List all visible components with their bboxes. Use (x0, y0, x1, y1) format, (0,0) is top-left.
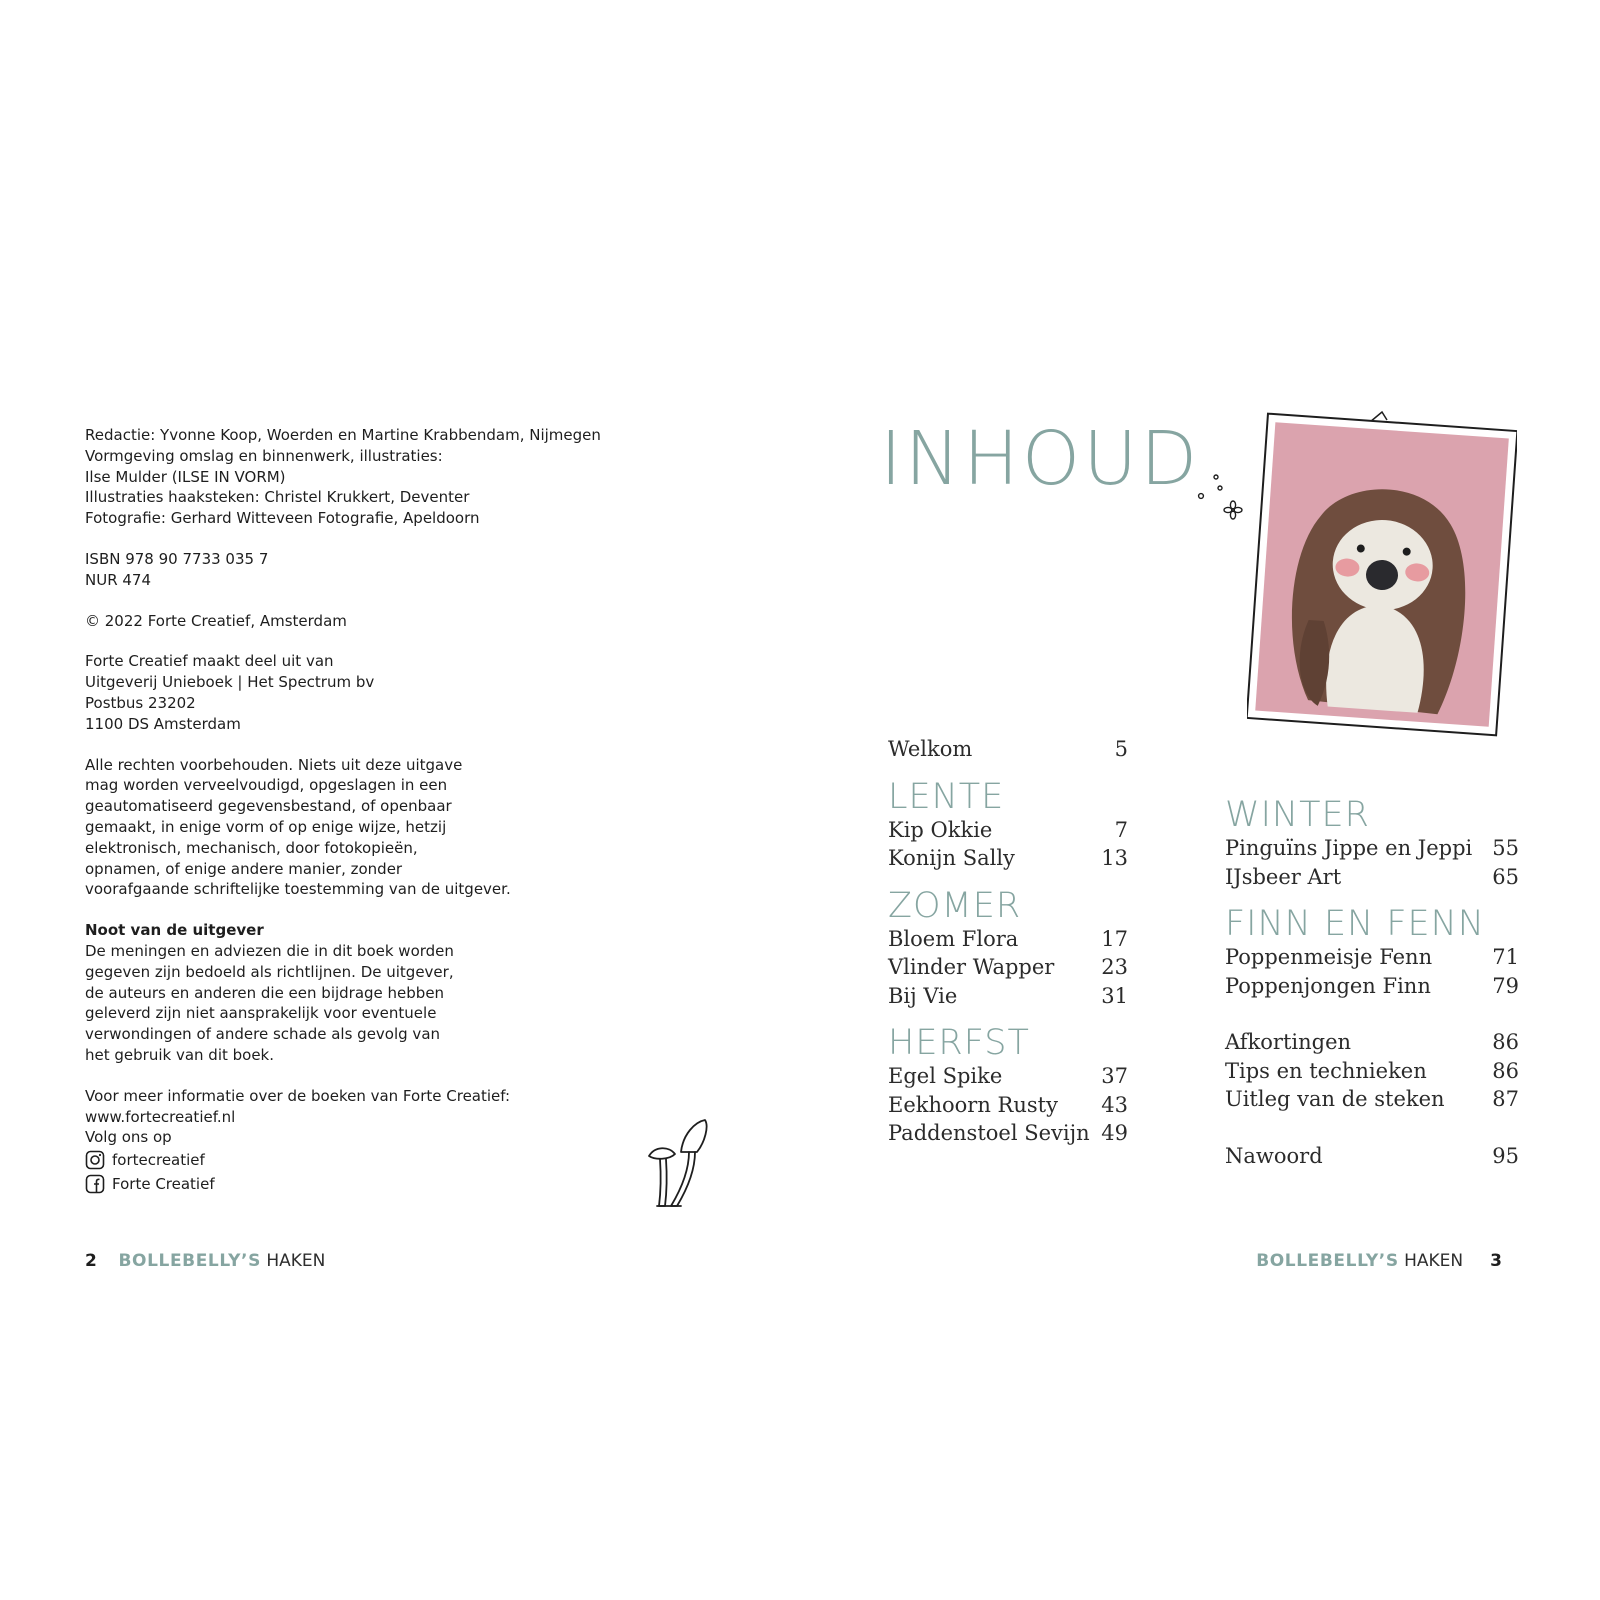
colophon-line: mag worden verveelvoudigd, opgeslagen in een (85, 776, 448, 795)
toc-entry-page: 86 (1492, 1058, 1519, 1083)
colophon-line: Redactie: Yvonne Koop, Woerden en Martine Krabbendam, Nijmegen (85, 426, 601, 444)
toc-entry-label: Paddenstoel Sevijn (888, 1121, 1090, 1145)
toc-section-heading: WINTER (1225, 795, 1370, 835)
toc-entry[interactable] (888, 1091, 1128, 1120)
website-link[interactable]: www.fortecreatief.nl (85, 1107, 236, 1126)
page-title: INHOUD (880, 416, 1201, 502)
facebook-link[interactable] (85, 1172, 645, 1196)
toc-entry-page: 13 (1101, 846, 1128, 870)
colophon-block (85, 755, 645, 901)
toc-entry-page: 71 (1492, 945, 1519, 969)
colophon-line: Illustraties haaksteken: Christel Krukkert, Deventer (85, 488, 470, 507)
footer-left (85, 1251, 325, 1271)
toc-entry-label: Eekhoorn Rusty (888, 1092, 1058, 1117)
note-line: verwondingen of andere schade als gevolg van (85, 1025, 441, 1044)
instagram-icon (85, 1150, 105, 1170)
toc-column-left (888, 735, 1128, 1148)
toc-entry-page: 7 (1114, 817, 1128, 842)
toc-entry-page: 79 (1492, 973, 1519, 998)
info-line: Volg ons op (85, 1128, 172, 1147)
colophon-block (85, 651, 645, 734)
toc-entry[interactable] (888, 982, 1128, 1011)
toc-entry[interactable] (1225, 972, 1519, 1001)
colophon-line: Forte Creatief maakt deel uit van (85, 652, 334, 671)
colophon (85, 425, 645, 1196)
colophon-line: Fotografie: Gerhard Witteveen Fotografie, Apeldoorn (85, 509, 480, 528)
toc-entry-page: 23 (1101, 955, 1128, 979)
note-line: gegeven zijn bedoeld als richtlijnen. De uitgever, (85, 962, 454, 981)
toc-entry[interactable] (888, 816, 1128, 845)
toc-entry[interactable] (1225, 943, 1519, 972)
toc-entry-label: Welkom (888, 737, 973, 761)
toc-entry-label: Nawoord (1225, 1143, 1323, 1168)
toc-entry[interactable] (888, 844, 1128, 873)
toc-entry-page: 95 (1492, 1143, 1519, 1168)
colophon-block (85, 549, 645, 591)
note-heading: Noot van de uitgever (85, 921, 264, 940)
toc-entry-label: Tips en technieken (1225, 1058, 1427, 1083)
toc-entry[interactable] (1225, 863, 1519, 892)
info-line: Voor meer informatie over de boeken van Forte Creatief: (85, 1086, 511, 1105)
toc-entry-page: 31 (1101, 983, 1128, 1008)
colophon-line: Ilse Mulder (ILSE IN VORM) (85, 467, 286, 486)
toc-entry[interactable] (888, 735, 1128, 764)
toc-entry-page: 55 (1492, 836, 1519, 860)
colophon-line: Alle rechten voorbehouden. Niets uit deze uitgave (85, 755, 463, 774)
instagram-link[interactable] (85, 1148, 645, 1172)
toc-entry-label: Vlinder Wapper (888, 955, 1055, 979)
colophon-line: geautomatiseerd gegevensbestand, of openbaar (85, 797, 452, 816)
more-info (85, 1086, 645, 1196)
toc-entry-label: Konijn Sally (888, 846, 1015, 870)
colophon-block (85, 611, 645, 632)
toc-entry[interactable] (1225, 1085, 1519, 1114)
toc-entry-label: Egel Spike (888, 1064, 1003, 1088)
toc-section-heading: HERFST (888, 1023, 1030, 1063)
footer-brand-right: BOLLEBELLY’S (1256, 1251, 1399, 1271)
facebook-handle: Forte Creatief (112, 1174, 215, 1193)
toc-entry-label: Bloem Flora (888, 926, 1019, 951)
note-line: het gebruik van dit boek. (85, 1045, 275, 1064)
toc-entry[interactable] (888, 953, 1128, 982)
footer-right (1256, 1251, 1502, 1271)
colophon-line: Vormgeving omslag en binnenwerk, illustraties: (85, 446, 443, 465)
toc-entry-label: Uitleg van de steken (1225, 1087, 1445, 1111)
mushroom-illustration (645, 1118, 717, 1208)
toc-entry-page: 87 (1492, 1087, 1519, 1111)
toc-spacer (1225, 1000, 1519, 1028)
colophon-block (85, 425, 645, 529)
toc-entry[interactable] (888, 925, 1128, 954)
toc-section-heading: LENTE (888, 776, 1005, 817)
toc-entry[interactable] (1225, 1028, 1519, 1057)
toc-entry-label: Pinguïns Jippe en Jeppi (1225, 836, 1473, 860)
toc-entry-page: 37 (1101, 1064, 1128, 1088)
toc-entry-label: Poppenmeisje Fenn (1225, 945, 1433, 969)
colophon-line: NUR 474 (85, 570, 152, 589)
toc-entry-page: 49 (1101, 1121, 1128, 1145)
page-number-left: 2 (85, 1251, 97, 1271)
hedgehog-photo (1247, 410, 1517, 740)
instagram-handle: fortecreatief (112, 1150, 205, 1169)
flower-doodle-icon (1195, 470, 1245, 530)
toc-section-heading: FINN EN FENN (1225, 904, 1485, 944)
toc-entry-page: 5 (1114, 737, 1128, 761)
toc-entry-label: Kip Okkie (888, 817, 993, 842)
toc-entry[interactable] (1225, 1142, 1519, 1171)
toc-entry-page: 86 (1492, 1030, 1519, 1054)
colophon-line: opnamen, of enige andere manier, zonder (85, 859, 403, 878)
toc-entry-label: Poppenjongen Finn (1225, 973, 1431, 998)
colophon-line: Postbus 23202 (85, 693, 196, 712)
colophon-line: © 2022 Forte Creatief, Amsterdam (85, 611, 347, 630)
toc-entry[interactable] (888, 1119, 1128, 1148)
note-line: geleverd zijn niet aansprakelijk voor eventuele (85, 1004, 437, 1023)
note-line: de auteurs en anderen die een bijdrage hebben (85, 983, 445, 1002)
colophon-line: elektronisch, mechanisch, door fotokopieën, (85, 838, 418, 857)
note-line: De meningen en adviezen die in dit boek worden (85, 941, 454, 960)
footer-sub-right: HAKEN (1404, 1251, 1464, 1271)
colophon-line: 1100 DS Amsterdam (85, 714, 241, 733)
publisher-note (85, 920, 645, 1066)
colophon-line: Uitgeverij Unieboek | Het Spectrum bv (85, 673, 375, 692)
footer-brand-left: BOLLEBELLY’S (118, 1251, 261, 1271)
toc-entry-page: 43 (1101, 1092, 1128, 1117)
toc-entry[interactable] (888, 1062, 1128, 1091)
page-number-right: 3 (1490, 1251, 1502, 1271)
toc-spacer (1225, 1114, 1519, 1142)
colophon-line: gemaakt, in enige vorm of op enige wijze, hetzij (85, 817, 447, 836)
toc-entry-page: 17 (1101, 926, 1128, 951)
footer-sub-left: HAKEN (266, 1251, 326, 1271)
toc-section-heading: ZOMER (888, 885, 1022, 926)
colophon-line: ISBN 978 90 7733 035 7 (85, 549, 269, 568)
toc-entry-label: Afkortingen (1225, 1030, 1352, 1054)
toc-entry[interactable] (1225, 1057, 1519, 1086)
facebook-icon (85, 1174, 105, 1194)
toc-entry[interactable] (1225, 834, 1519, 863)
toc-column-right (1225, 782, 1519, 1170)
colophon-line: voorafgaande schriftelijke toestemming van de uitgever. (85, 880, 511, 899)
toc-entry-page: 65 (1492, 864, 1519, 889)
toc-entry-label: IJsbeer Art (1225, 864, 1342, 889)
toc-entry-label: Bij Vie (888, 983, 958, 1008)
